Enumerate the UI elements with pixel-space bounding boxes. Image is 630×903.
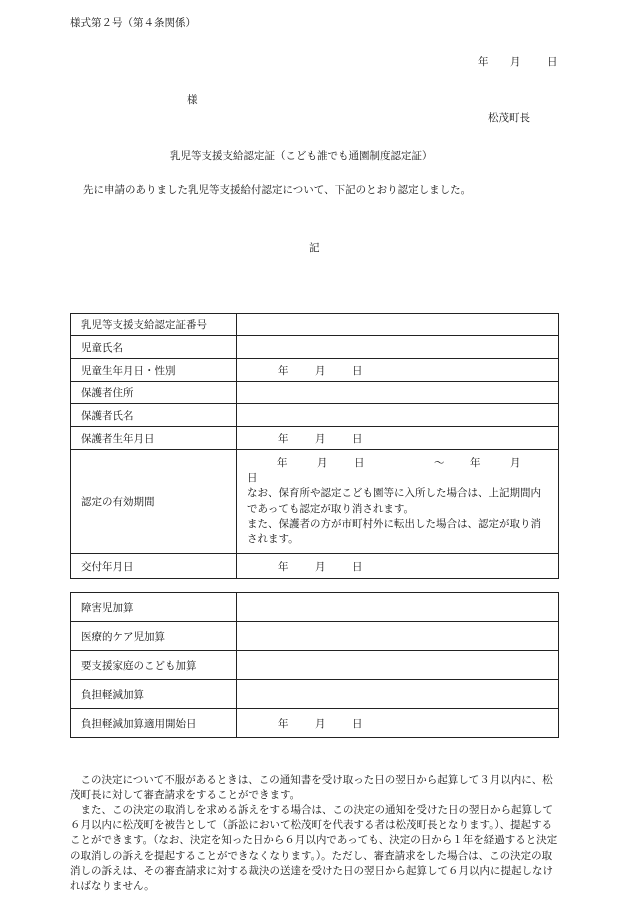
row-value	[237, 314, 559, 336]
table-row	[71, 336, 559, 359]
date-year-label: 年	[278, 717, 289, 730]
row-label: 交付年月日	[71, 554, 237, 579]
table-row	[71, 359, 559, 382]
appeal-notice	[70, 773, 560, 894]
ki-heading: 記	[309, 242, 320, 254]
table-row	[71, 651, 559, 680]
range-separator: 〜	[434, 457, 445, 469]
end-day-label: 日	[247, 472, 258, 485]
table-row	[71, 593, 559, 622]
row-value	[237, 680, 559, 709]
table-row	[71, 622, 559, 651]
certificate-table	[70, 313, 559, 579]
notice-paragraph: また、この決定の取消しを求める訴えをする場合は、この決定の通知を受けた日の翌日から起算して６月以内に松茂町を被告として（訴訟において松茂町を代表する者は松茂町長となります。）、提起することができます。（なお、決定を知った日から６月以内であっても、決定の日から１年を経過すると決定の取消しの訴えを提起することができなくなります。）。ただし、審査請求をした場合は、この決定の取消しの訴えは、その審査請求に対する裁決の送達を受けた日の翌日から起算して６月以内に提起しなければなりません。	[70, 804, 558, 892]
row-value	[237, 427, 559, 450]
table-row	[71, 382, 559, 404]
row-value	[237, 404, 559, 427]
row-label: 医療的ケア児加算	[71, 622, 237, 651]
document-date	[478, 57, 558, 68]
row-label: 負担軽減加算適用開始日	[71, 709, 237, 738]
table-row	[71, 709, 559, 738]
table-row	[71, 680, 559, 709]
form-number: 様式第２号（第４条関係）	[70, 17, 196, 29]
issuer-name: 松茂町長	[488, 112, 530, 124]
lead-text: 先に申請のありました乳児等支援給付認定について、下記のとおり認定しました。	[83, 184, 472, 196]
row-value	[237, 336, 559, 359]
date-day-label: 日	[547, 56, 558, 68]
end-year-label: 年	[470, 457, 481, 469]
date-year-label: 年	[278, 560, 289, 573]
row-value	[237, 554, 559, 579]
row-label: 児童生年月日・性別	[71, 359, 237, 382]
table-row	[71, 450, 559, 554]
table-row	[71, 554, 559, 579]
end-month-label: 月	[510, 457, 521, 469]
row-label: 障害児加算	[71, 593, 237, 622]
table-row	[71, 404, 559, 427]
row-label: 要支援家庭のこども加算	[71, 651, 237, 680]
valid-period-range	[247, 456, 550, 486]
date-month-label: 月	[315, 560, 326, 573]
date-year-label: 年	[278, 364, 289, 377]
start-month-label: 月	[317, 457, 328, 469]
row-label: 乳児等支援支給認定証番号	[71, 314, 237, 336]
row-label: 保護者住所	[71, 382, 237, 404]
date-month-label: 月	[510, 56, 521, 68]
start-day-label: 日	[354, 457, 365, 469]
date-month-label: 月	[315, 432, 326, 445]
start-year-label: 年	[277, 457, 288, 469]
row-value	[237, 593, 559, 622]
row-value	[237, 359, 559, 382]
valid-period-note: また、保護者の方が市町村外に転出した場合は、認定が取り消されます。	[247, 517, 541, 546]
table-row	[71, 427, 559, 450]
additions-table	[70, 592, 559, 738]
row-label: 保護者氏名	[71, 404, 237, 427]
row-label: 負担軽減加算	[71, 680, 237, 709]
date-year-label: 年	[478, 56, 489, 68]
row-value	[237, 622, 559, 651]
valid-period-note: なお、保育所や認定こども園等に入所した場合は、上記期間内であっても認定が取り消されます。	[247, 487, 541, 515]
row-label: 児童氏名	[71, 336, 237, 359]
table-row	[71, 314, 559, 336]
row-label: 認定の有効期間	[71, 450, 237, 554]
date-day-label: 日	[352, 560, 363, 573]
date-month-label: 月	[315, 364, 326, 377]
date-year-label: 年	[278, 432, 289, 445]
date-day-label: 日	[352, 717, 363, 730]
row-value	[237, 382, 559, 404]
row-value	[237, 651, 559, 680]
date-month-label: 月	[315, 717, 326, 730]
notice-paragraph: この決定について不服があるときは、この通知書を受け取った日の翌日から起算して３月以内に、松茂町長に対して審査請求をすることができます。	[70, 774, 553, 802]
date-day-label: 日	[352, 432, 363, 445]
row-label: 保護者生年月日	[71, 427, 237, 450]
addressee-suffix: 様	[187, 94, 198, 106]
document-title: 乳児等支援支給認定証（こども誰でも通園制度認定証）	[170, 150, 433, 162]
date-day-label: 日	[352, 364, 363, 377]
valid-period-value	[237, 450, 559, 554]
row-value	[237, 709, 559, 738]
